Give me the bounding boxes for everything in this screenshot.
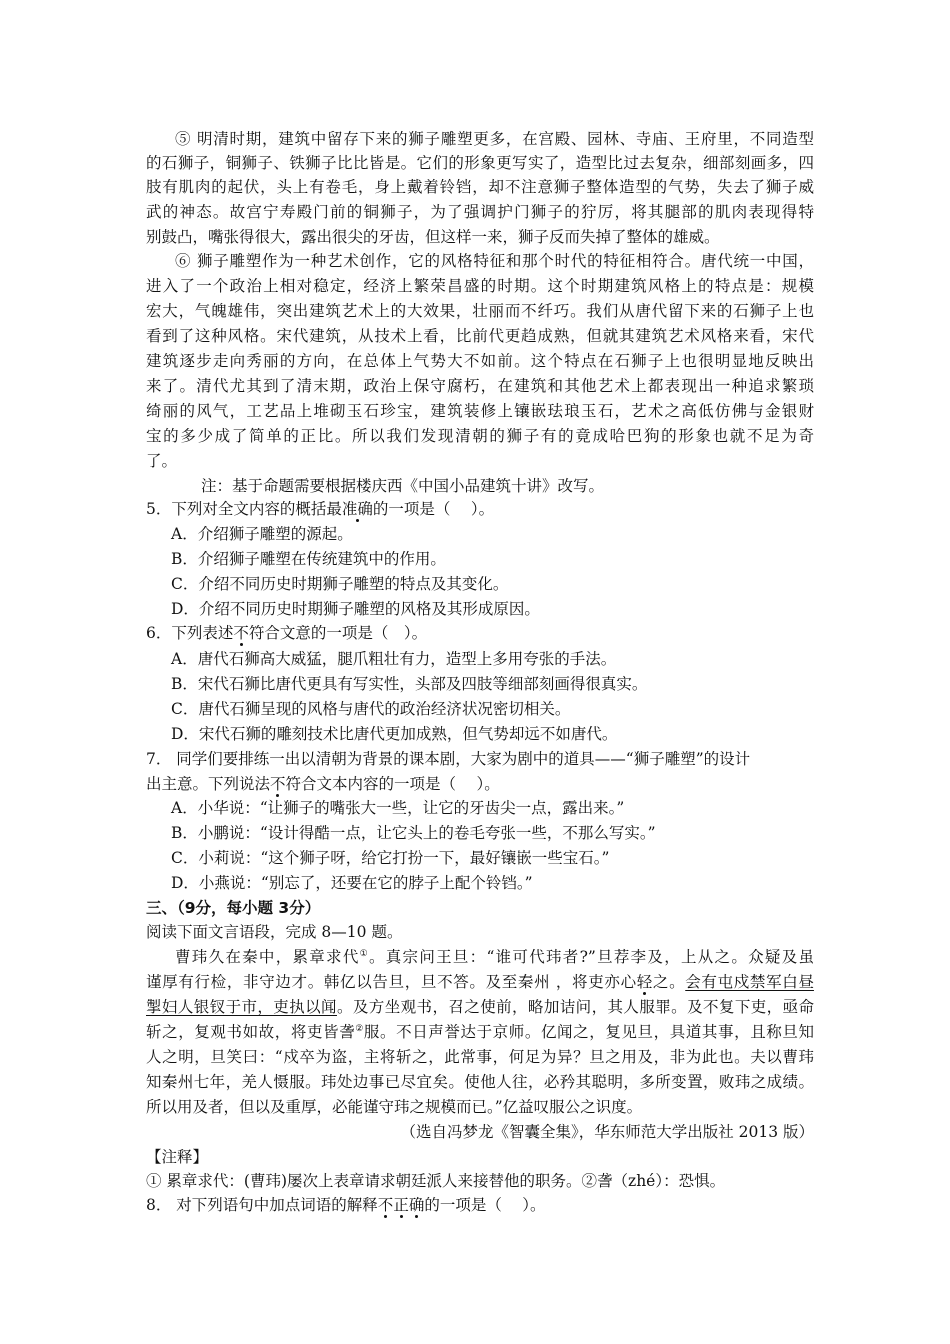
- para6-line-4: 看到了这种风格。宋代建筑，从技术上看，比前代更趋成熟，但就其建筑艺术风格来看，宋代: [146, 327, 814, 345]
- q7-option-d: D．小燕说：“别忘了，还要在它的脖子上配个铃铛。”: [171, 874, 533, 892]
- question-7-line-2: 出主意。下列说法不符合文本内容的一项是（ ）。: [146, 775, 500, 793]
- classical-line-1: 曹玮久在秦中，累章求代①。真宗问王旦：“谁可代玮者?”旦荐李及，上从之。众疑及虽: [175, 948, 814, 966]
- q7-option-a: A．小华说：“让狮子的嘴张大一些，让它的牙齿尖一点，露出来。”: [171, 799, 625, 817]
- para6-line-2: 进入了一个政治上相对稳定，经济上繁荣昌盛的时期。这个时期建筑风格上的特点是：规模: [146, 277, 814, 295]
- emphasis-dot-word: 轻: [636, 973, 653, 991]
- emphasis-dot-word: 正: [393, 1196, 409, 1214]
- q5-option-a: A．介绍狮子雕塑的源起。: [171, 525, 353, 543]
- q7-option-c: C．小莉说：“这个狮子呀，给它打扮一下，最好镶嵌一些宝石。”: [171, 849, 610, 867]
- classical-line-4: 斩之，复观书如故，将吏皆詟②服。不日声誉达于京师。亿闻之，复见旦，具道其事，且称旦知: [146, 1023, 814, 1041]
- para6-line-8: 宝的多少成了简单的正比。所以我们发现清朝的狮子有的竟成哈巴狗的形象也就不足为奇: [146, 427, 814, 445]
- classical-line-3: 掣妇人银钗于市，吏执以闻。及方坐观书，召之使前，略加诘问，其人服罪。及不复下吏，亟命: [146, 998, 814, 1016]
- para6-line-6: 来了。清代尤其到了清末期，政治上保守腐朽，在建筑和其他艺术上都表现出一种追求繁琐: [146, 377, 814, 395]
- classical-line-6: 知秦州七年，羌人慑服。玮处边事已尽宜矣。使他人往，必矜其聪明，多所变置，败玮之成绩。: [146, 1073, 814, 1091]
- classical-line-2: 谨厚有行检，非守边才。韩亿以告旦，旦不答。及至秦州 ，将吏亦心轻之。会有屯戍禁军白昼: [146, 973, 814, 991]
- source-note: 注：基于命题需要根据楼庆西《中国小品建筑十讲》改写。: [201, 477, 605, 495]
- notes-text: ① 累章求代：(曹玮)屡次上表章请求朝廷派人来接替他的职务。②詟（zhé）：恐惧。: [146, 1172, 726, 1190]
- para6-line-5: 建筑逐步走向秀丽的方向，在总体上气势大不如前。这个特点在石狮子上也很明显地反映出: [146, 352, 814, 370]
- para5-line-3: 肢有肌肉的起伏，头上有卷毛，身上戴着铃铛，却不注意狮子整体造型的气势，失去了狮子威: [146, 178, 814, 196]
- para6-line-3: 宏大，气魄雄伟，突出建筑艺术上的大效果，壮丽而不纤巧。我们从唐代留下来的石狮子上也: [146, 302, 814, 320]
- underlined-sentence: 会有屯戍禁军白昼: [685, 973, 814, 991]
- para6-line-7: 绮丽的风气，工艺品上堆砌玉石珍宝，建筑装修上镶嵌珐琅玉石，艺术之高低仿佛与金银财: [146, 402, 814, 420]
- q6-option-b: B．宋代石狮比唐代更具有写实性，头部及四肢等细部刻画得很真实。: [171, 675, 648, 693]
- emphasis-dot-word: 准确: [341, 500, 373, 518]
- para6-line-9: 了。: [146, 452, 178, 470]
- emphasis-dot-word: 不: [233, 624, 249, 642]
- passage-source: （选自冯梦龙《智囊全集》，华东师范大学出版社 2013 版）: [400, 1123, 814, 1141]
- emphasis-dot-word: 不: [377, 1196, 394, 1214]
- notes-heading: 【注释】: [146, 1148, 209, 1166]
- q6-option-a: A．唐代石狮高大威猛，腿爪粗壮有力，造型上多用夸张的手法。: [171, 650, 617, 668]
- q5-option-d: D．介绍不同历史时期狮子雕塑的风格及其形成原因。: [171, 600, 540, 618]
- underlined-sentence: 掣妇人银钗于市，吏执以闻: [146, 998, 337, 1016]
- section-3-heading: 三、（9分，每小题 3分）: [146, 899, 321, 917]
- question-5: 5．下列对全文内容的概括最准确的一项是（ ）。: [146, 500, 495, 518]
- emphasis-dot-word: 不: [270, 775, 286, 793]
- para6-line-1: ⑥ 狮子雕塑作为一种艺术创作，它的风格特征和那个时代的特征相符合。唐代统一中国，: [175, 252, 814, 270]
- para5-line-4: 武的神态。故宫宁寿殿门前的铜狮子，为了强调护门狮子的狞厉，将其腿部的肌肉表现得特: [146, 203, 814, 221]
- para5-line-1: ⑤ 明清时期，建筑中留存下来的狮子雕塑更多，在宫殿、园林、寺庙、王府里，不同造型: [175, 130, 814, 148]
- emphasis-dot-word: 确: [408, 1196, 425, 1214]
- q7-option-b: B．小鹏说：“设计得酷一点，让它头上的卷毛夸张一些，不那么写实。”: [171, 824, 656, 842]
- question-8: 8． 对下列语句中加点词语的解释不正确的一项是（ ）。: [146, 1196, 546, 1214]
- question-6: 6．下列表述不符合文意的一项是（ ）。: [146, 624, 428, 642]
- classical-line-5: 人之明，旦笑曰：“戍卒为盗，主将斩之，此常事，何足为异？旦之用及，非为此也。夫以曹玮: [146, 1048, 814, 1066]
- q6-option-d: D．宋代石狮的雕刻技术比唐代更加成熟，但气势却远不如唐代。: [171, 725, 618, 743]
- classical-line-7: 所以用及者，但以及重厚，必能谨守玮之规模而已。”亿益叹服公之识度。: [146, 1098, 643, 1116]
- section-3-intro: 阅读下面文言语段，完成 8—10 题。: [146, 923, 403, 941]
- para5-line-2: 的石狮子，铜狮子、铁狮子比比皆是。它们的形象更写实了，造型比过去复杂，细部刻画多，四: [146, 154, 814, 172]
- para5-line-5: 别鼓凸，嘴张得很大，露出很尖的牙齿，但这样一来，狮子反而失掉了整体的雄威。: [146, 228, 720, 246]
- question-7-line-1: 7． 同学们要排练一出以清朝为背景的课本剧，大家为剧中的道具——“狮子雕塑”的设计: [146, 750, 751, 768]
- q6-option-c: C．唐代石狮呈现的风格与唐代的政治经济状况密切相关。: [171, 700, 571, 718]
- q5-option-c: C．介绍不同历史时期狮子雕塑的特点及其变化。: [171, 575, 509, 593]
- q5-option-b: B．介绍狮子雕塑在传统建筑中的作用。: [171, 550, 446, 568]
